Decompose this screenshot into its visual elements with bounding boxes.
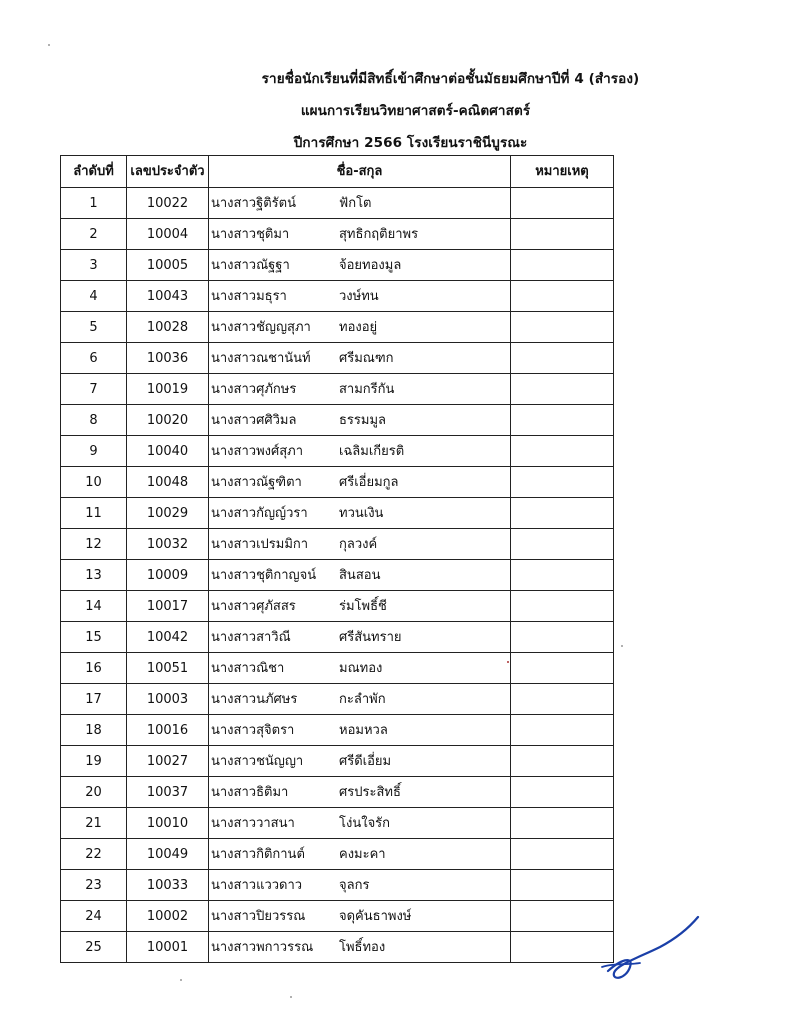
row-order-number: 21 — [61, 808, 127, 839]
row-first-name: นางสาวณัฐฐา — [211, 257, 290, 273]
row-first-name: นางสาวพกาวรรณ — [211, 939, 314, 955]
row-order-number: 5 — [61, 312, 127, 343]
row-full-name — [209, 312, 511, 343]
row-remarks — [511, 684, 614, 715]
row-last-name: ทองอยู่ — [339, 319, 378, 335]
signature-mark — [600, 905, 710, 985]
scan-speck — [180, 979, 182, 981]
row-order-number: 4 — [61, 281, 127, 312]
row-last-name: วงษ์ทน — [339, 288, 379, 304]
row-remarks — [511, 343, 614, 374]
table-row — [61, 560, 614, 591]
row-student-id: 10032 — [127, 529, 209, 560]
row-last-name: กะลำพัก — [339, 691, 386, 707]
row-last-name: ศรีดีเอี่ยม — [339, 753, 392, 769]
row-remarks — [511, 405, 614, 436]
row-first-name: นางสาวฐิติรัตน์ — [211, 195, 296, 211]
row-student-id: 10022 — [127, 188, 209, 219]
row-first-name: นางสาวเปรมมิกา — [211, 536, 309, 552]
row-last-name: ทวนเงิน — [339, 505, 384, 521]
row-student-id: 10027 — [127, 746, 209, 777]
row-full-name — [209, 591, 511, 622]
row-last-name: โพธิ์ทอง — [339, 939, 386, 955]
table-row — [61, 839, 614, 870]
row-first-name: นางสาวปิยวรรณ — [211, 908, 306, 924]
row-student-id: 10040 — [127, 436, 209, 467]
row-student-id: 10017 — [127, 591, 209, 622]
row-full-name — [209, 281, 511, 312]
row-last-name: กุลวงค์ — [339, 536, 378, 552]
row-first-name: นางสาวชุติมา — [211, 226, 290, 242]
table-row — [61, 870, 614, 901]
row-order-number: 19 — [61, 746, 127, 777]
row-student-id: 10043 — [127, 281, 209, 312]
row-full-name — [209, 436, 511, 467]
row-full-name — [209, 746, 511, 777]
row-student-id: 10019 — [127, 374, 209, 405]
row-student-id: 10020 — [127, 405, 209, 436]
row-full-name — [209, 188, 511, 219]
row-order-number: 3 — [61, 250, 127, 281]
row-remarks — [511, 653, 614, 684]
row-remarks — [511, 188, 614, 219]
row-first-name: นางสาวมธุรา — [211, 288, 287, 304]
row-last-name: ศรีเอี่ยมกูล — [339, 474, 399, 490]
column-header-student-id: เลขประจำตัว — [127, 156, 209, 188]
row-last-name: ศรีมณฑก — [339, 350, 394, 366]
table-row — [61, 808, 614, 839]
table-row — [61, 901, 614, 932]
row-first-name: นางสาวชนัญญา — [211, 753, 304, 769]
row-full-name — [209, 405, 511, 436]
row-order-number: 14 — [61, 591, 127, 622]
row-full-name — [209, 870, 511, 901]
row-remarks — [511, 250, 614, 281]
row-student-id: 10051 — [127, 653, 209, 684]
row-last-name: สินสอน — [339, 567, 381, 583]
table-row — [61, 374, 614, 405]
row-remarks — [511, 808, 614, 839]
row-order-number: 18 — [61, 715, 127, 746]
row-order-number: 17 — [61, 684, 127, 715]
row-remarks — [511, 374, 614, 405]
row-remarks — [511, 901, 614, 932]
table-row — [61, 653, 614, 684]
column-header-remarks: หมายเหตุ — [511, 156, 614, 188]
row-remarks — [511, 591, 614, 622]
row-first-name: นางสาวณิชา — [211, 660, 285, 676]
row-first-name: นางสาวณชานันท์ — [211, 350, 311, 366]
row-last-name: หอมหวล — [339, 722, 388, 738]
row-last-name: ธรรมมูล — [339, 412, 387, 428]
table-row — [61, 932, 614, 963]
row-student-id: 10028 — [127, 312, 209, 343]
table-row — [61, 622, 614, 653]
row-full-name — [209, 343, 511, 374]
row-student-id: 10042 — [127, 622, 209, 653]
scan-speck — [290, 996, 292, 998]
row-first-name: นางสาวชัญญสุภา — [211, 319, 311, 335]
row-remarks — [511, 839, 614, 870]
row-first-name: นางสาวสุจิตรา — [211, 722, 295, 738]
row-full-name — [209, 219, 511, 250]
row-student-id: 10002 — [127, 901, 209, 932]
table-row — [61, 684, 614, 715]
row-last-name: ฟักโต — [339, 195, 372, 211]
table-row — [61, 529, 614, 560]
table-row — [61, 591, 614, 622]
row-first-name: นางสาวณัฐฑิตา — [211, 474, 302, 490]
document-subtitle-program: แผนการเรียนวิทยาศาสตร์-คณิตศาสตร์ — [300, 103, 531, 119]
row-order-number: 15 — [61, 622, 127, 653]
column-header-full-name: ชื่อ-สกุล — [209, 156, 511, 188]
row-first-name: นางสาวศศิวิมล — [211, 412, 297, 428]
row-last-name: เฉลิมเกียรติ — [339, 443, 405, 459]
table-row — [61, 467, 614, 498]
table-row — [61, 188, 614, 219]
row-order-number: 9 — [61, 436, 127, 467]
row-full-name — [209, 839, 511, 870]
row-student-id: 10049 — [127, 839, 209, 870]
scan-speck — [507, 661, 509, 663]
table-row — [61, 281, 614, 312]
column-header-order: ลำดับที่ — [61, 156, 127, 188]
row-last-name: สุทธิกฤติยาพร — [339, 226, 419, 242]
row-student-id: 10033 — [127, 870, 209, 901]
row-full-name — [209, 653, 511, 684]
document-title: รายชื่อนักเรียนที่มีสิทธิ์เข้าศึกษาต่อชั้นมัธยมศึกษาปีที่ 4 (สำรอง) — [261, 71, 640, 87]
row-order-number: 24 — [61, 901, 127, 932]
row-full-name — [209, 374, 511, 405]
table-row — [61, 715, 614, 746]
row-full-name — [209, 467, 511, 498]
row-last-name: ศรประสิทธิ์ — [339, 784, 401, 800]
row-student-id: 10010 — [127, 808, 209, 839]
row-first-name: นางสาวแววดาว — [211, 877, 303, 893]
row-order-number: 8 — [61, 405, 127, 436]
row-remarks — [511, 529, 614, 560]
row-full-name — [209, 777, 511, 808]
row-order-number: 25 — [61, 932, 127, 963]
row-remarks — [511, 715, 614, 746]
row-last-name: จดุคันธาพงษ์ — [339, 908, 412, 924]
row-student-id: 10009 — [127, 560, 209, 591]
row-student-id: 10016 — [127, 715, 209, 746]
scan-speck — [621, 645, 623, 647]
row-last-name: จ้อยทองมูล — [339, 257, 402, 273]
row-remarks — [511, 219, 614, 250]
document-subtitle-year-school: ปีการศึกษา 2566 โรงเรียนราชินีบูรณะ — [293, 135, 528, 151]
row-order-number: 6 — [61, 343, 127, 374]
row-remarks — [511, 312, 614, 343]
row-order-number: 16 — [61, 653, 127, 684]
row-last-name: สามกรีกัน — [339, 381, 395, 397]
table-row — [61, 219, 614, 250]
table-row — [61, 498, 614, 529]
table-row — [61, 777, 614, 808]
row-remarks — [511, 777, 614, 808]
student-roster-table — [60, 155, 614, 963]
row-first-name: นางสาวศุภักษร — [211, 381, 297, 397]
row-last-name: ศรีสันทราย — [339, 629, 402, 645]
row-last-name: จุลกร — [339, 877, 370, 893]
row-first-name: นางสาวนภัศษร — [211, 691, 298, 707]
row-full-name — [209, 622, 511, 653]
row-first-name: นางสาววาสนา — [211, 815, 295, 831]
row-order-number: 7 — [61, 374, 127, 405]
row-first-name: นางสาวศุภัสสร — [211, 598, 296, 614]
table-header-row — [61, 156, 614, 188]
row-last-name: ร่มโพธิ์ชี — [339, 598, 387, 614]
row-remarks — [511, 281, 614, 312]
row-full-name — [209, 560, 511, 591]
row-last-name: คงมะคา — [339, 846, 386, 862]
table-row — [61, 250, 614, 281]
row-remarks — [511, 932, 614, 963]
row-order-number: 12 — [61, 529, 127, 560]
row-full-name — [209, 901, 511, 932]
table-body — [61, 188, 614, 963]
row-order-number: 13 — [61, 560, 127, 591]
table-row — [61, 405, 614, 436]
table-row — [61, 746, 614, 777]
row-remarks — [511, 560, 614, 591]
row-student-id: 10036 — [127, 343, 209, 374]
row-student-id: 10029 — [127, 498, 209, 529]
row-order-number: 23 — [61, 870, 127, 901]
row-full-name — [209, 498, 511, 529]
row-first-name: นางสาวพงศ์สุภา — [211, 443, 304, 459]
row-remarks — [511, 467, 614, 498]
row-full-name — [209, 808, 511, 839]
row-full-name — [209, 529, 511, 560]
row-student-id: 10048 — [127, 467, 209, 498]
row-first-name: นางสาวชุติกาญจน์ — [211, 567, 317, 583]
row-student-id: 10004 — [127, 219, 209, 250]
row-order-number: 1 — [61, 188, 127, 219]
row-first-name: นางสาวสาวิณี — [211, 629, 291, 645]
row-order-number: 11 — [61, 498, 127, 529]
row-full-name — [209, 932, 511, 963]
row-remarks — [511, 870, 614, 901]
row-last-name: โง่นใจรัก — [339, 815, 391, 831]
row-order-number: 2 — [61, 219, 127, 250]
row-remarks — [511, 498, 614, 529]
row-full-name — [209, 715, 511, 746]
row-full-name — [209, 684, 511, 715]
row-student-id: 10005 — [127, 250, 209, 281]
scan-speck — [48, 44, 50, 46]
row-student-id: 10001 — [127, 932, 209, 963]
table-row — [61, 343, 614, 374]
table-row — [61, 436, 614, 467]
row-student-id: 10037 — [127, 777, 209, 808]
row-first-name: นางสาวกัญญ์วรา — [211, 505, 308, 521]
row-full-name — [209, 250, 511, 281]
row-first-name: นางสาวกิติกานต์ — [211, 846, 305, 862]
row-remarks — [511, 436, 614, 467]
table-row — [61, 312, 614, 343]
row-student-id: 10003 — [127, 684, 209, 715]
row-order-number: 22 — [61, 839, 127, 870]
row-order-number: 10 — [61, 467, 127, 498]
row-first-name: นางสาวธิติมา — [211, 784, 289, 800]
row-last-name: มณทอง — [339, 660, 383, 676]
row-order-number: 20 — [61, 777, 127, 808]
row-remarks — [511, 746, 614, 777]
row-remarks — [511, 622, 614, 653]
